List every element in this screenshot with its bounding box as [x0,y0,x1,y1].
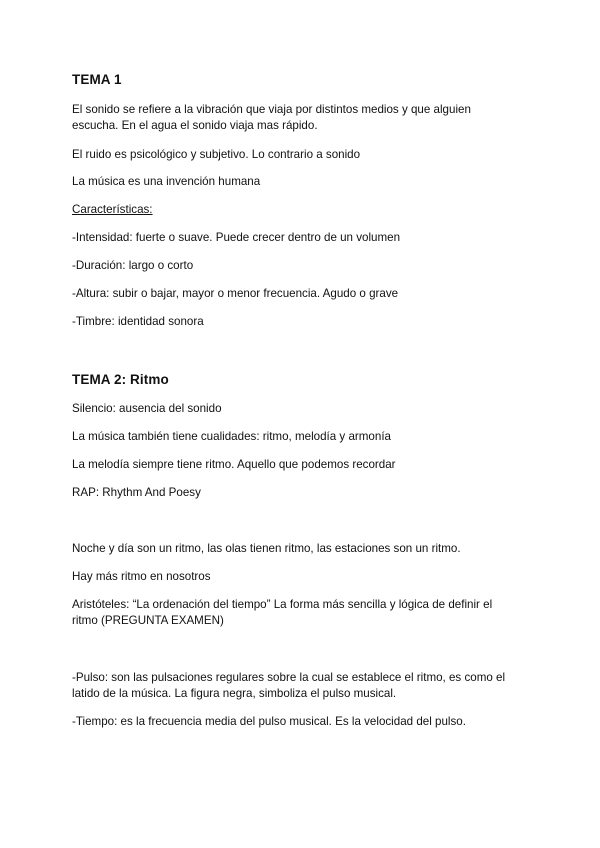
tema2-paragraph-mas-ritmo: Hay más ritmo en nosotros [72,570,211,583]
caracteristica-intensidad: -Intensidad: fuerte o suave. Puede crecer dentro de un volumen [72,231,401,244]
tema2-paragraph-tiempo: -Tiempo: es la frecuencia media del pulso musical. Es la velocidad del pulso. [72,715,466,728]
tema2-heading: TEMA 2: Ritmo [72,372,169,387]
tema2-paragraph-melodia: La melodía siempre tiene ritmo. Aquello que podemos recordar [72,458,396,471]
tema2-paragraph-silencio: Silencio: ausencia del sonido [72,402,222,415]
tema2-paragraph-cualidades: La música también tiene cualidades: ritmo, melodía y armonía [72,430,391,443]
tema2-paragraph-noche-dia: Noche y día son un ritmo, las olas tienen ritmo, las estaciones son un ritmo. [72,542,461,555]
caracteristica-timbre: -Timbre: identidad sonora [72,315,204,328]
tema2-paragraph-pulso: -Pulso: son las pulsaciones regulares sobre la cual se establece el ritmo, es como el latido de la música. La figura negra, simboliza el pulso musical. [72,671,506,700]
caracteristica-duracion: -Duración: largo o corto [72,259,194,272]
tema1-heading: TEMA 1 [72,72,122,87]
caracteristica-altura: -Altura: subir o bajar, mayor o menor frecuencia. Agudo o grave [72,287,399,300]
tema1-paragraph-sonido: El sonido se refiere a la vibración que viaja por distintos medios y que alguien escucha. En el agua el sonido viaja mas rápido. [72,103,471,132]
tema1-paragraph-musica: La música es una invención humana [72,175,261,188]
tema1-paragraph-ruido: El ruido es psicológico y subjetivo. Lo contrario a sonido [72,148,361,161]
caracteristicas-label: Características: [72,203,153,216]
tema2-paragraph-rap: RAP: Rhythm And Poesy [72,486,201,499]
tema2-paragraph-aristoteles: Aristóteles: “La ordenación del tiempo” La forma más sencilla y lógica de definir el ritmo (PREGUNTA EXAMEN) [72,598,493,627]
